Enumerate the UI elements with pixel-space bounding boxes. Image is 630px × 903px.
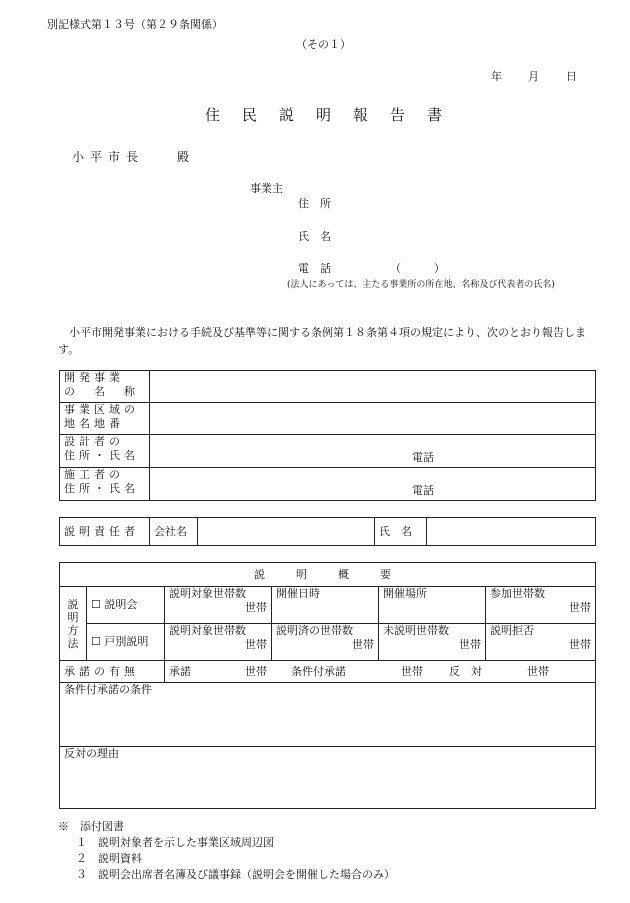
designer-field[interactable] xyxy=(150,435,596,468)
corp-note: (法人にあっては、主たる事業所の所在地、名称及び代表者の氏名) xyxy=(287,280,555,290)
meeting-participants[interactable]: 参加世帯数 世帯 xyxy=(486,587,596,624)
name-label: 氏 名 xyxy=(298,230,331,243)
row-label: 設計者の 住所・氏名 xyxy=(60,435,150,468)
company-field[interactable] xyxy=(198,518,375,546)
table-row xyxy=(60,371,596,403)
project-table xyxy=(59,370,596,501)
form-number: 別記様式第１３号（第２９条関係） xyxy=(47,18,223,31)
phone-parens: （ ） xyxy=(390,262,445,275)
table-row xyxy=(60,403,596,435)
door-explained[interactable]: 説明済の世帯数 世帯 xyxy=(272,624,379,661)
row-label: 施工者の 住所・氏名 xyxy=(60,468,150,501)
table-row xyxy=(60,435,596,468)
table-row xyxy=(60,468,596,501)
date-year: 年 xyxy=(491,70,502,83)
project-name-field[interactable] xyxy=(150,371,596,403)
consent: 承諾 xyxy=(169,665,191,678)
row-label: 開発事業 の 名 称 xyxy=(60,371,150,403)
address-label: 住 所 xyxy=(298,197,331,210)
date-month: 月 xyxy=(528,70,539,83)
conditional-consent: 条件付承諾 xyxy=(291,665,346,678)
door-refused[interactable]: 説明拒否 世帯 xyxy=(486,624,596,661)
consent-row xyxy=(165,661,596,683)
oppose-unit: 世帯 xyxy=(527,665,549,678)
list-item: ２ 説明資料 xyxy=(76,852,142,865)
consent-unit: 世帯 xyxy=(245,665,267,678)
applicant-heading: 事業主 xyxy=(250,182,283,195)
meeting-place[interactable]: 開催場所 xyxy=(379,587,486,624)
date-day: 日 xyxy=(566,70,577,83)
phone-note: 電話 xyxy=(412,484,434,497)
page-title: 住民説明報告書 xyxy=(205,106,465,124)
meeting-target-households[interactable]: 説明対象世帯数 世帯 xyxy=(165,587,272,624)
reason-field[interactable]: 反対の理由 xyxy=(60,747,596,809)
list-item: １ 説明対象者を示した事業区域周辺図 xyxy=(76,836,274,849)
body-text: 小平市開発事業における手続及び基準等に関する条例第１８条第４項の規定により、次のとおり報告します。 xyxy=(58,326,586,356)
meeting-option[interactable]: ☐ 説明会 xyxy=(87,587,165,624)
phone-note: 電話 xyxy=(412,451,434,464)
door-unexplained[interactable]: 未説明世帯数 世帯 xyxy=(379,624,486,661)
list-item: ３ 説明会出席者名簿及び議事録（説明会を開催した場合のみ） xyxy=(76,868,395,881)
door-target-households[interactable]: 説明対象世帯数 世帯 xyxy=(165,624,272,661)
conditional-unit: 世帯 xyxy=(401,665,423,678)
responsible-name-label: 氏 名 xyxy=(375,518,427,546)
addressee-suffix: 殿 xyxy=(177,150,190,164)
summary-heading: 説 明 概 要 xyxy=(60,563,596,587)
sheet-number: （その１） xyxy=(296,38,351,51)
responsible-table xyxy=(59,517,596,546)
attachments-heading: ※ 添付図書 xyxy=(58,820,124,833)
addressee: 小平市長 xyxy=(72,150,145,164)
builder-field[interactable] xyxy=(150,468,596,501)
consent-label: 承諾の有無 xyxy=(60,661,165,683)
row-label: 事業区域の 地名地番 xyxy=(60,403,150,435)
conditions-field[interactable]: 条件付承諾の条件 xyxy=(60,683,596,747)
meeting-datetime[interactable]: 開催日時 xyxy=(272,587,379,624)
responsible-label: 説明責任者 xyxy=(60,518,150,546)
door-option[interactable]: ☐ 戸別説明 xyxy=(87,624,165,661)
company-label: 会社名 xyxy=(150,518,198,546)
responsible-name-field[interactable] xyxy=(427,518,596,546)
oppose: 反 対 xyxy=(449,665,482,678)
summary-table xyxy=(59,562,596,809)
site-address-field[interactable] xyxy=(150,403,596,435)
method-label: 説明方法 xyxy=(60,587,87,661)
phone-label: 電 話 xyxy=(298,262,331,275)
